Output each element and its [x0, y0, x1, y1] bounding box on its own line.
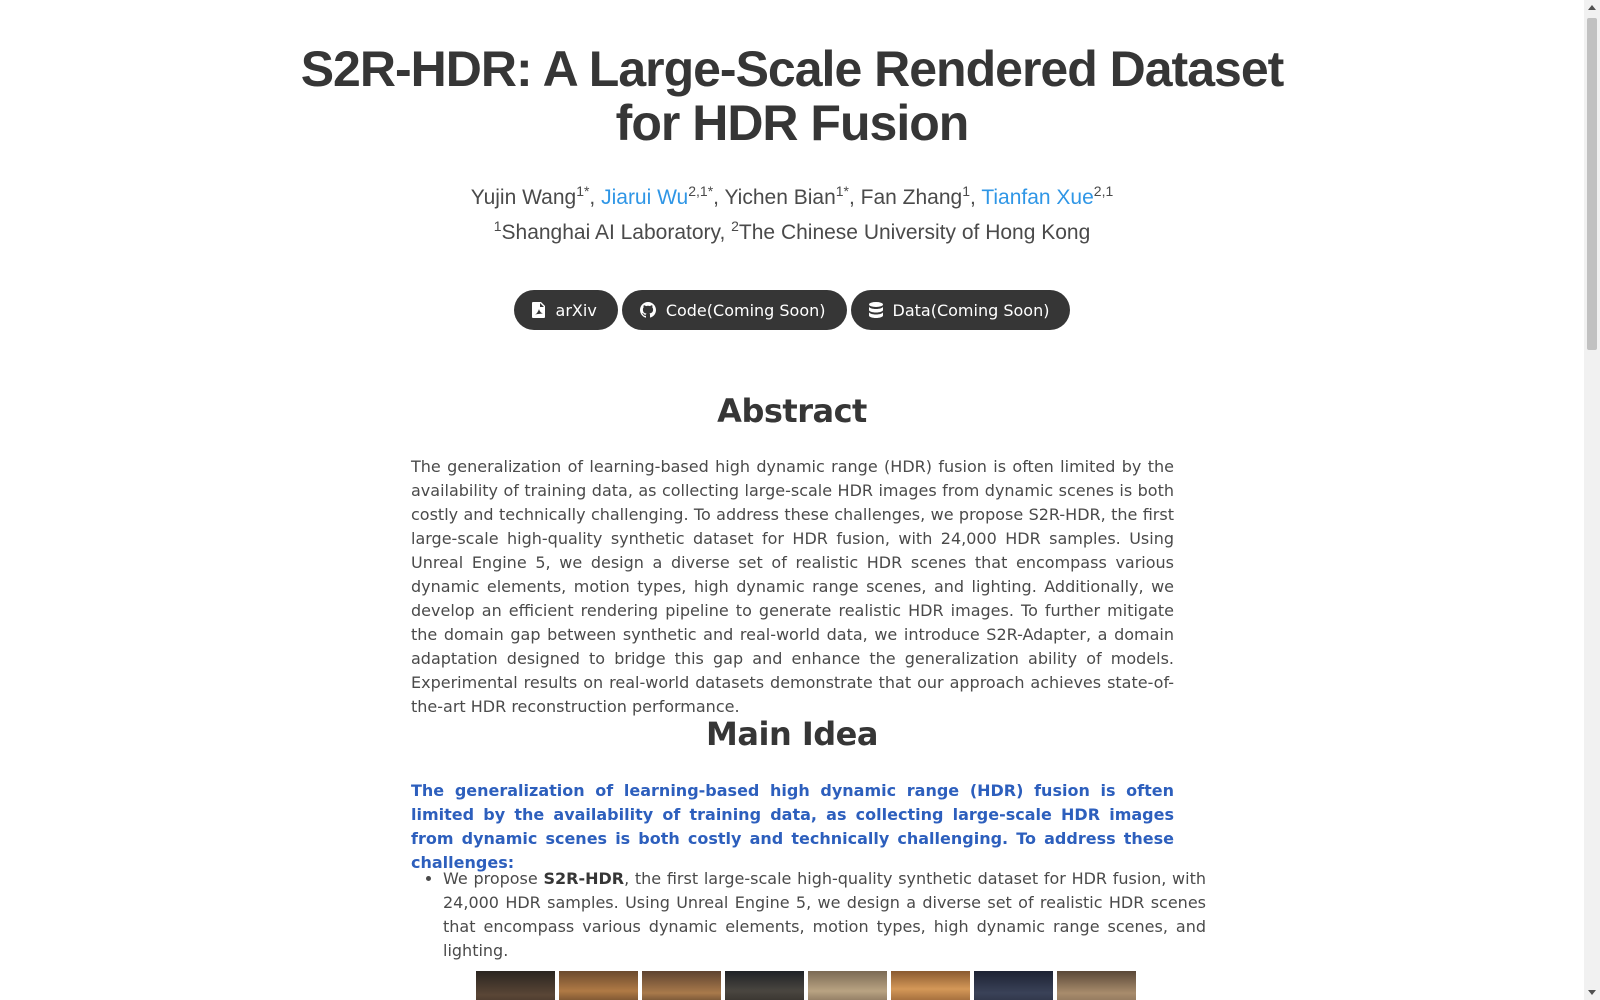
scene-thumbnail	[808, 971, 887, 1000]
author-name: Yichen Bian	[724, 186, 836, 209]
file-pdf-icon	[532, 302, 546, 318]
title-line-1: S2R-HDR: A Large-Scale Rendered Dataset	[300, 41, 1284, 97]
author-affiliation-sup: 1*	[835, 183, 849, 199]
github-icon	[640, 302, 656, 318]
author-link-jiarui-wu[interactable]: Jiarui Wu	[601, 186, 689, 209]
dataset-name: S2R-HDR	[543, 869, 625, 888]
database-icon	[869, 302, 883, 318]
affiliation-sup: 2	[731, 218, 739, 234]
main-idea-heading: Main Idea	[706, 715, 878, 753]
arxiv-button-label: arXiv	[555, 300, 597, 320]
scene-thumbnail	[476, 971, 555, 1000]
code-button[interactable]	[622, 290, 847, 330]
data-button-label: Data(Coming Soon)	[892, 300, 1050, 320]
scene-thumbnail	[891, 971, 970, 1000]
scene-thumbnail	[559, 971, 638, 1000]
code-button-label: Code(Coming Soon)	[665, 300, 826, 320]
scene-thumbnail	[725, 971, 804, 1000]
author-name: Yujin Wang	[470, 186, 577, 209]
scroll-up-arrow-icon[interactable]	[1588, 5, 1596, 10]
vertical-scrollbar[interactable]	[1584, 0, 1600, 1000]
scene-thumbnail	[642, 971, 721, 1000]
bullet-rest: , the first large-scale high-quality synthetic dataset for HDR fusion, with 24,000 HDR samples. Using Unreal Engine 5, we design a diverse set of realistic HDR scenes that encompass various dynamic elements, motion types, high dynamic range scenes, and lighting.	[443, 869, 1206, 960]
data-button[interactable]	[851, 290, 1071, 330]
author-affiliation-sup: 1*	[576, 183, 590, 199]
bullet-prefix: We propose	[443, 869, 544, 888]
scene-thumbnail	[1057, 971, 1136, 1000]
abstract-text: The generalization of learning-based high dynamic range (HDR) fusion is often limited by the availability of training data, as collecting large-scale HDR images from dynamic scenes is both costly and technically challenging. To address these challenges, we propose S2R-HDR, the first large-scale high-quality synthetic dataset for HDR fusion, with 24,000 HDR samples. Using Unreal Engine 5, we design a diverse set of realistic HDR scenes that encompass various dynamic elements, motion types, high dynamic range scenes, and lighting. Additionally, we develop an efficient rendering pipeline to generate realistic HDR images. To further mitigate the domain gap between synthetic and real-world data, we introduce S2R-Adapter, a domain adaptation designed to bridge this gap and enhance the generalization ability of models. Experimental results on real-world datasets demonstrate that our approach achieves state-of-the-art HDR reconstruction performance.	[411, 457, 1174, 716]
page-title	[292, 42, 1292, 150]
arxiv-button[interactable]	[514, 290, 618, 330]
list-item	[443, 867, 1206, 963]
scene-thumbnail	[974, 971, 1053, 1000]
link-buttons	[0, 290, 1584, 330]
affiliation-name: Shanghai AI Laboratory	[501, 221, 720, 244]
scroll-down-arrow-icon[interactable]	[1588, 990, 1596, 995]
affiliation-sup: 1	[493, 218, 502, 234]
main-idea-lead: The generalization of learning-based high dynamic range (HDR) fusion is often limited by the availability of training data, as collecting large-scale HDR images from dynamic scenes is both costly and technically challenging. To address these challenges:	[411, 781, 1174, 872]
main-idea-list	[411, 867, 1206, 963]
affiliation-name: The Chinese University of Hong Kong	[738, 221, 1091, 244]
scrollbar-thumb[interactable]	[1587, 18, 1597, 350]
scene-thumbnail-strip	[476, 971, 1136, 1000]
author-affiliation-sup: 1	[962, 183, 971, 199]
abstract-heading: Abstract	[717, 392, 867, 430]
author-affiliation-sup: 2,1	[1093, 183, 1114, 199]
author-list: Yujin Wang$^{1*}$, Jiarui $Wu^{2,1*}$, Yichen Bian$^{1*}$, Fan Zhang$^1$, Tianfan Xue$^{2,1}$	[470, 183, 1114, 209]
title-line-2: for HDR Fusion	[615, 95, 969, 151]
author-affiliation-sup: 2,1*	[688, 183, 714, 199]
affiliation-list: $^1$Shanghai AI Laboratory, $^2$The Chinese University of Hong Kong	[493, 218, 1091, 244]
author-name: Fan Zhang	[860, 186, 963, 209]
author-link-tianfan-xue[interactable]: Tianfan Xue	[981, 186, 1094, 209]
